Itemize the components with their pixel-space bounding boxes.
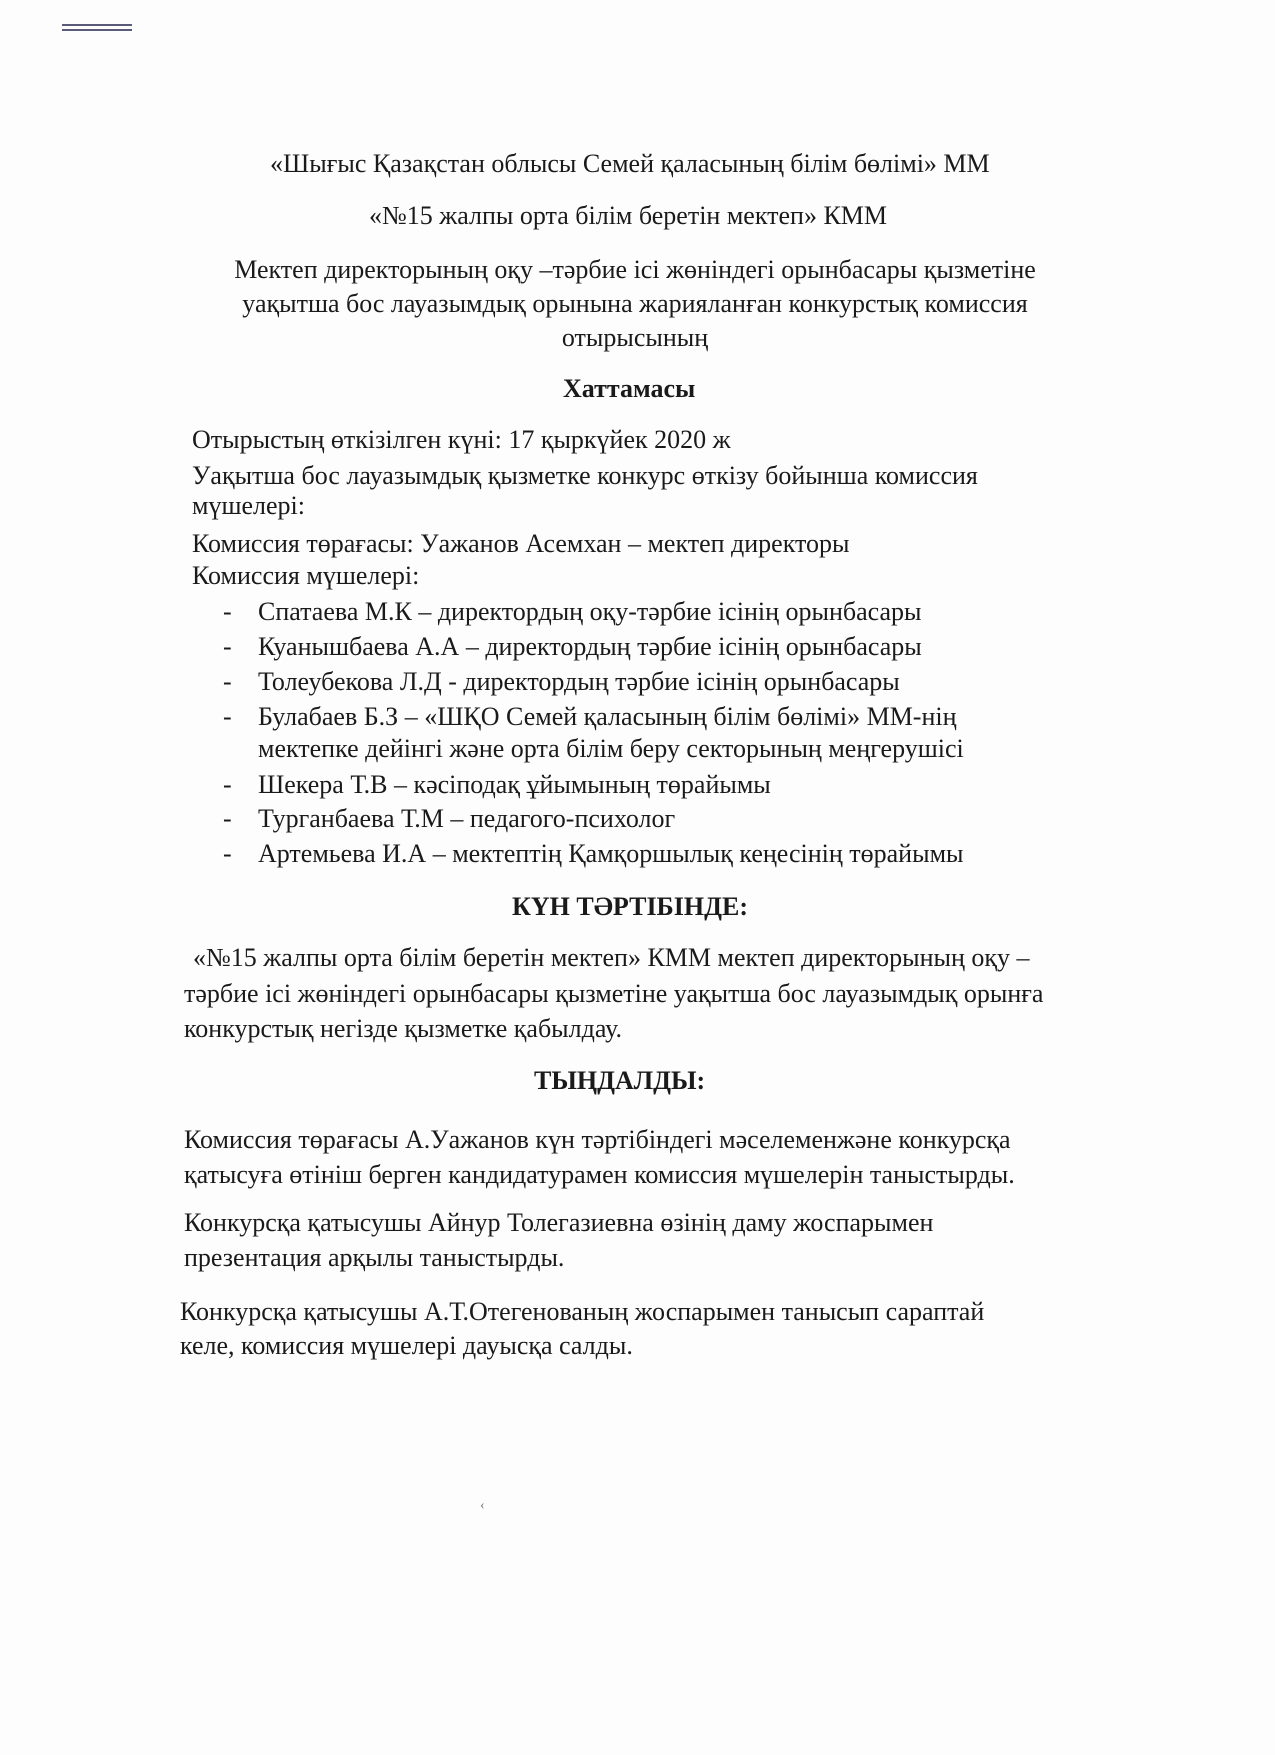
list-dash: -	[223, 632, 232, 661]
heard-paragraph-1-line-1: Комиссия төрағасы А.Уажанов күн тәртібіндегі мәселеменжәне конкурсқа	[184, 1125, 1011, 1154]
member-name: Турганбаева Т.М – педагого-психолог	[258, 804, 676, 833]
agenda-line-1: «№15 жалпы орта білім беретін мектеп» КММ мектеп директорының оқу –	[193, 943, 1030, 972]
scan-speck: ‹	[480, 1498, 485, 1513]
member-name: Спатаева М.К – директордың оқу-тәрбие ісінің орынбасары	[258, 597, 922, 626]
title-line-1: Мектеп директорының оқу –тәрбие ісі жөніндегі орынбасары қызметіне	[234, 255, 1036, 284]
scan-mark	[62, 24, 132, 32]
heard-paragraph-2-line-2: презентация арқылы таныстырды.	[184, 1243, 565, 1272]
heard-paragraph-3-line-2: келе, комиссия мүшелері дауысқа салды.	[180, 1331, 633, 1360]
list-dash: -	[223, 597, 232, 626]
title-line-2: уақытша бос лауазымдық орынына жарияланған конкурстық комиссия	[242, 289, 1028, 318]
member-name: Шекера Т.В – кәсіподақ ұйымының төрайымы	[258, 770, 771, 799]
agenda-line-2: тәрбие ісі жөніндегі орынбасары қызметіне уақытша бос лауазымдық орынға	[184, 979, 1044, 1008]
member-name: Артемьева И.А – мектептің Қамқоршылық кеңесінің төрайымы	[258, 839, 964, 868]
members-intro-line-2: мүшелері:	[192, 491, 305, 520]
heard-heading: ТЫҢДАЛДЫ:	[534, 1066, 706, 1095]
agenda-heading: КҮН ТӘРТІБІНДЕ:	[512, 892, 748, 921]
list-dash: -	[223, 702, 232, 731]
heard-paragraph-1-line-2: қатысуға өтініш берген кандидатурамен комиссия мүшелерін таныстырды.	[184, 1160, 1015, 1189]
member-name: Булабаев Б.З – «ШҚО Семей қаласының білім бөлімі» ММ-нің	[258, 702, 957, 731]
meeting-date: Отырыстың өткізілген күні: 17 қыркүйек 2020 ж	[192, 425, 731, 454]
list-dash: -	[223, 667, 232, 696]
member-name-continued: мектепке дейінгі және орта білім беру секторының меңгерушісі	[258, 734, 964, 763]
heard-paragraph-2-line-1: Конкурсқа қатысушы Айнур Толегазиевна өзінің даму жоспарымен	[184, 1208, 934, 1237]
protocol-heading: Хаттамасы	[563, 374, 696, 403]
document-title	[215, 253, 1055, 355]
member-name: Толеубекова Л.Д - директордың тәрбие ісінің орынбасары	[258, 667, 900, 696]
header-school-line: «№15 жалпы орта білім беретін мектеп» КММ	[369, 201, 888, 230]
members-intro-line-1: Уақытша бос лауазымдық қызметке конкурс өткізу бойынша комиссия	[192, 461, 978, 490]
agenda-line-3: конкурстық негізде қызметке қабылдау.	[184, 1014, 622, 1043]
title-line-3: отырысының	[561, 323, 709, 352]
header-department-line: «Шығыс Қазақстан облысы Семей қаласының білім бөлімі» ММ	[270, 149, 990, 178]
commission-chair: Комиссия төрағасы: Уажанов Асемхан – мектеп директоры	[192, 529, 850, 558]
list-dash: -	[223, 804, 232, 833]
list-dash: -	[223, 839, 232, 868]
member-name: Куанышбаева А.А – директордың тәрбие ісінің орынбасары	[258, 632, 922, 661]
heard-paragraph-3-line-1: Конкурсқа қатысушы А.Т.Отегенованың жоспарымен танысып сараптай	[180, 1297, 985, 1326]
list-dash: -	[223, 770, 232, 799]
members-label: Комиссия мүшелері:	[192, 561, 420, 590]
